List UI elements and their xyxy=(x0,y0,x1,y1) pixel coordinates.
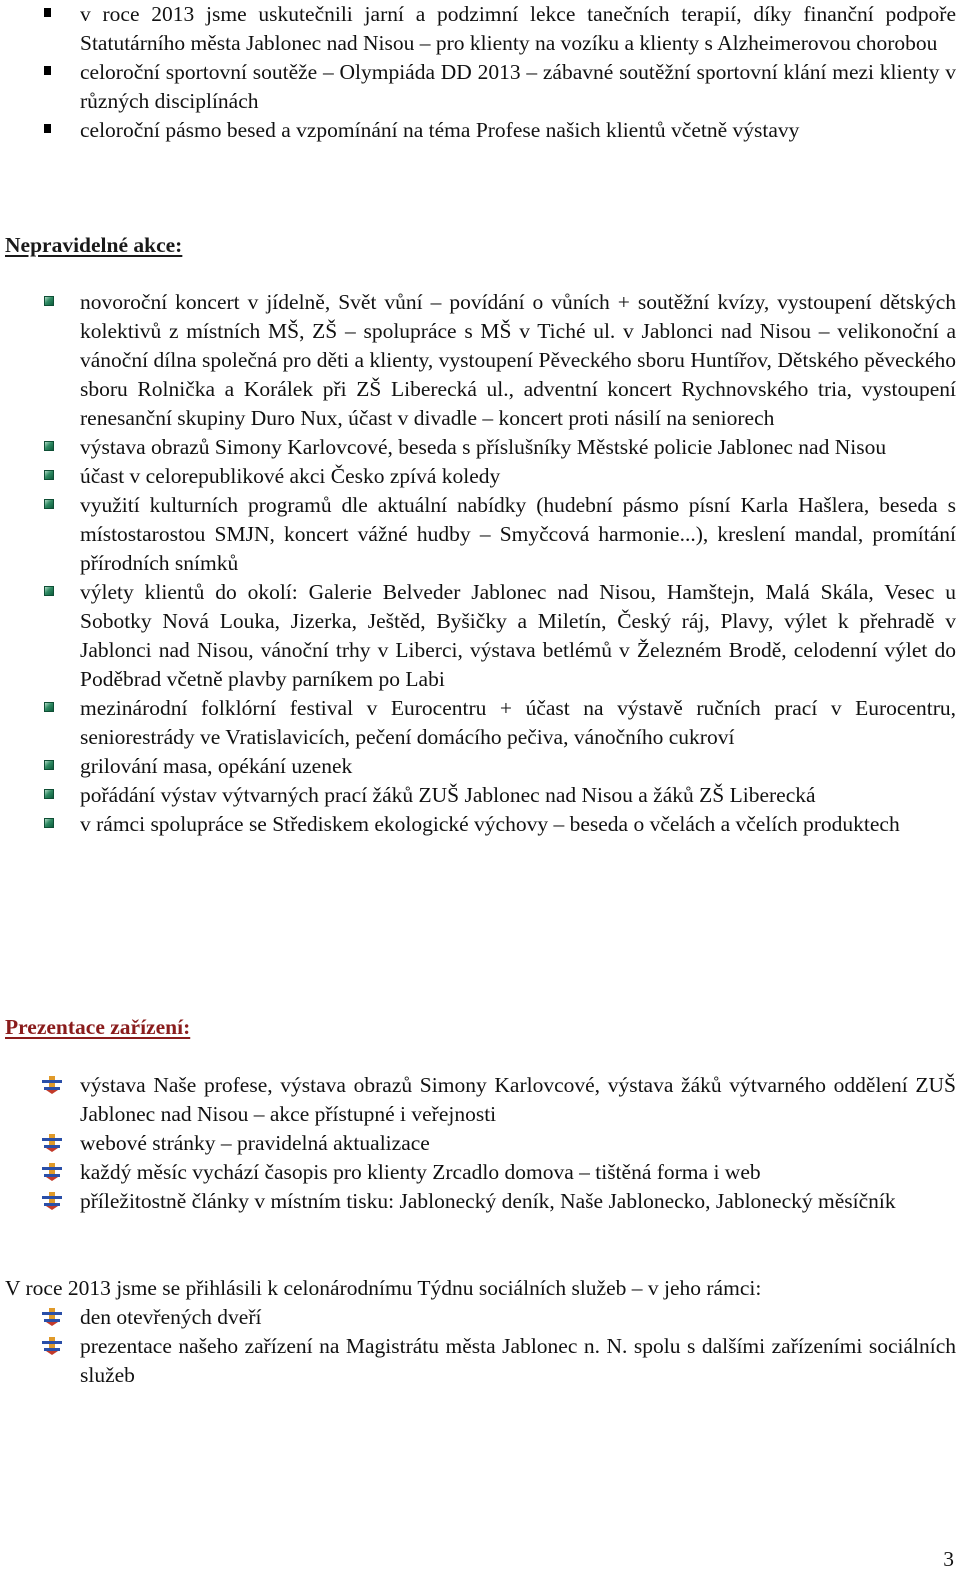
arrow-bullet-icon xyxy=(42,1076,62,1094)
arrow-bullet-icon xyxy=(42,1163,62,1181)
list-item-text: pořádání výstav výtvarných prací žáků ZUŠ Jablonec nad Nisou a žáků ZŠ Liberecká xyxy=(80,783,816,807)
irregular-events-heading: Nepravidelné akce: xyxy=(5,233,183,257)
list-item xyxy=(0,433,960,462)
green-square-bullet-icon xyxy=(44,702,54,712)
list-item-text: webové stránky – pravidelná aktualizace xyxy=(80,1131,430,1155)
square-bullet-icon xyxy=(44,124,51,133)
list-item xyxy=(0,694,960,752)
list-item xyxy=(0,462,960,491)
arrow-bullet-icon xyxy=(42,1134,62,1152)
list-item-text: výlety klientů do okolí: Galerie Belveder Jablonec nad Nisou, Hamštejn, Malá Skála, Vesec u Sobotky Nová Louka, Jizerka, Ještěd, Byšičky a Miletín, Český ráj, Plavy, výlet k přehradě v Jablonci nad Nisou, vánoční trhy v Liberci, výstava betlémů v Železném Brodě, celodenní výlet do Poděbrad včetně plavby parníkem po Labi xyxy=(80,580,956,691)
green-square-bullet-icon xyxy=(44,441,54,451)
list-item-text: den otevřených dveří xyxy=(80,1305,262,1329)
list-item xyxy=(0,58,960,116)
list-item xyxy=(0,752,960,781)
list-item-text: grilování masa, opékání uzenek xyxy=(80,754,353,778)
list-item-text: příležitostně články v místním tisku: Jablonecký deník, Naše Jablonecko, Jablonecký měsíčník xyxy=(80,1189,896,1213)
list-item xyxy=(0,578,960,694)
arrow-bullet-icon xyxy=(42,1337,62,1355)
list-item xyxy=(0,1332,960,1390)
green-square-bullet-icon xyxy=(44,586,54,596)
list-item-text: mezinárodní folklórní festival v Eurocentru + účast na výstavě ručních prací v Eurocentru, seniorestrády ve Vratislavicích, pečení domácího pečiva, vánočního cukroví xyxy=(80,696,956,749)
green-square-bullet-icon xyxy=(44,296,54,306)
presentation-heading: Prezentace zařízení: xyxy=(5,1015,191,1039)
list-item xyxy=(0,1303,960,1332)
list-item xyxy=(0,0,960,58)
list-item xyxy=(0,1071,960,1129)
arrow-bullet-icon xyxy=(42,1308,62,1326)
list-item-text: novoroční koncert v jídelně, Svět vůní – povídání o vůních + soutěžní kvízy, vystoupení dětských kolektivů z místních MŠ, ZŠ – spolupráce s MŠ v Tiché ul. v Jablonci nad Nisou – velikonoční a vánoční dílna společná pro děti a klienty, vystoupení Pěveckého sboru Huntířov, Dětského pěveckého sboru Rolnička a Korálek při ZŠ Liberecká ul., adventní koncert Rychnovského tria, vystoupení renesanční skupiny Duro Nux, účast v divadle – koncert proti násilí na seniorech xyxy=(80,290,956,430)
list-item xyxy=(0,810,960,839)
list-item xyxy=(0,1158,960,1187)
arrow-bullet-icon xyxy=(42,1192,62,1210)
social-week-intro: V roce 2013 jsme se přihlásili k celonárodnímu Týdnu sociálních služeb – v jeho rámci: xyxy=(5,1276,762,1300)
list-item-text: prezentace našeho zařízení na Magistrátu města Jablonec n. N. spolu s dalšími zařízeními sociálních služeb xyxy=(80,1334,956,1387)
list-item-text: výstava obrazů Simony Karlovcové, beseda s příslušníky Městské policie Jablonec nad Nisou xyxy=(80,435,887,459)
presentation-list xyxy=(0,1071,960,1216)
list-item-text: využití kulturních programů dle aktuální nabídky (hudební pásmo písní Karla Hašlera, beseda s místostarostou SMJN, koncert vážné hudby – Smyčcová harmonie...), kreslení mandal, promítání přírodních snímků xyxy=(80,493,956,575)
green-square-bullet-icon xyxy=(44,760,54,770)
social-week-list xyxy=(0,1303,960,1390)
list-item-text: účast v celorepublikové akci Česko zpívá koledy xyxy=(80,464,501,488)
list-item-text: v rámci spolupráce se Střediskem ekologické výchovy – beseda o včelách a včelích produktech xyxy=(80,812,900,836)
list-item xyxy=(0,491,960,578)
green-square-bullet-icon xyxy=(44,818,54,828)
square-bullet-icon xyxy=(44,8,51,17)
list-item-text: výstava Naše profese, výstava obrazů Simony Karlovcové, výstava žáků výtvarného oddělení ZUŠ Jablonec nad Nisou – akce přístupné i veřejnosti xyxy=(80,1073,956,1126)
list-item xyxy=(0,116,960,145)
list-item-text: každý měsíc vychází časopis pro klienty Zrcadlo domova – tištěná forma i web xyxy=(80,1160,761,1184)
list-item xyxy=(0,1129,960,1158)
green-square-bullet-icon xyxy=(44,470,54,480)
page-number: 3 xyxy=(943,1547,954,1571)
list-item-text: celoroční pásmo besed a vzpomínání na téma Profese našich klientů včetně výstavy xyxy=(80,118,800,142)
list-item xyxy=(0,288,960,433)
list-item-text: v roce 2013 jsme uskutečnili jarní a podzimní lekce tanečních terapií, díky finanční podpoře Statutárního města Jablonec nad Nisou – pro klienty na vozíku a klienty s Alzheimerovou chorobou xyxy=(80,2,956,55)
green-square-bullet-icon xyxy=(44,789,54,799)
green-square-bullet-icon xyxy=(44,499,54,509)
list-item-text: celoroční sportovní soutěže – Olympiáda DD 2013 – zábavné soutěžní sportovní klání mezi klienty v různých disciplínách xyxy=(80,60,956,113)
irregular-events-list xyxy=(0,288,960,839)
top-activities-list xyxy=(0,0,960,145)
list-item xyxy=(0,1187,960,1216)
list-item xyxy=(0,781,960,810)
square-bullet-icon xyxy=(44,66,51,75)
